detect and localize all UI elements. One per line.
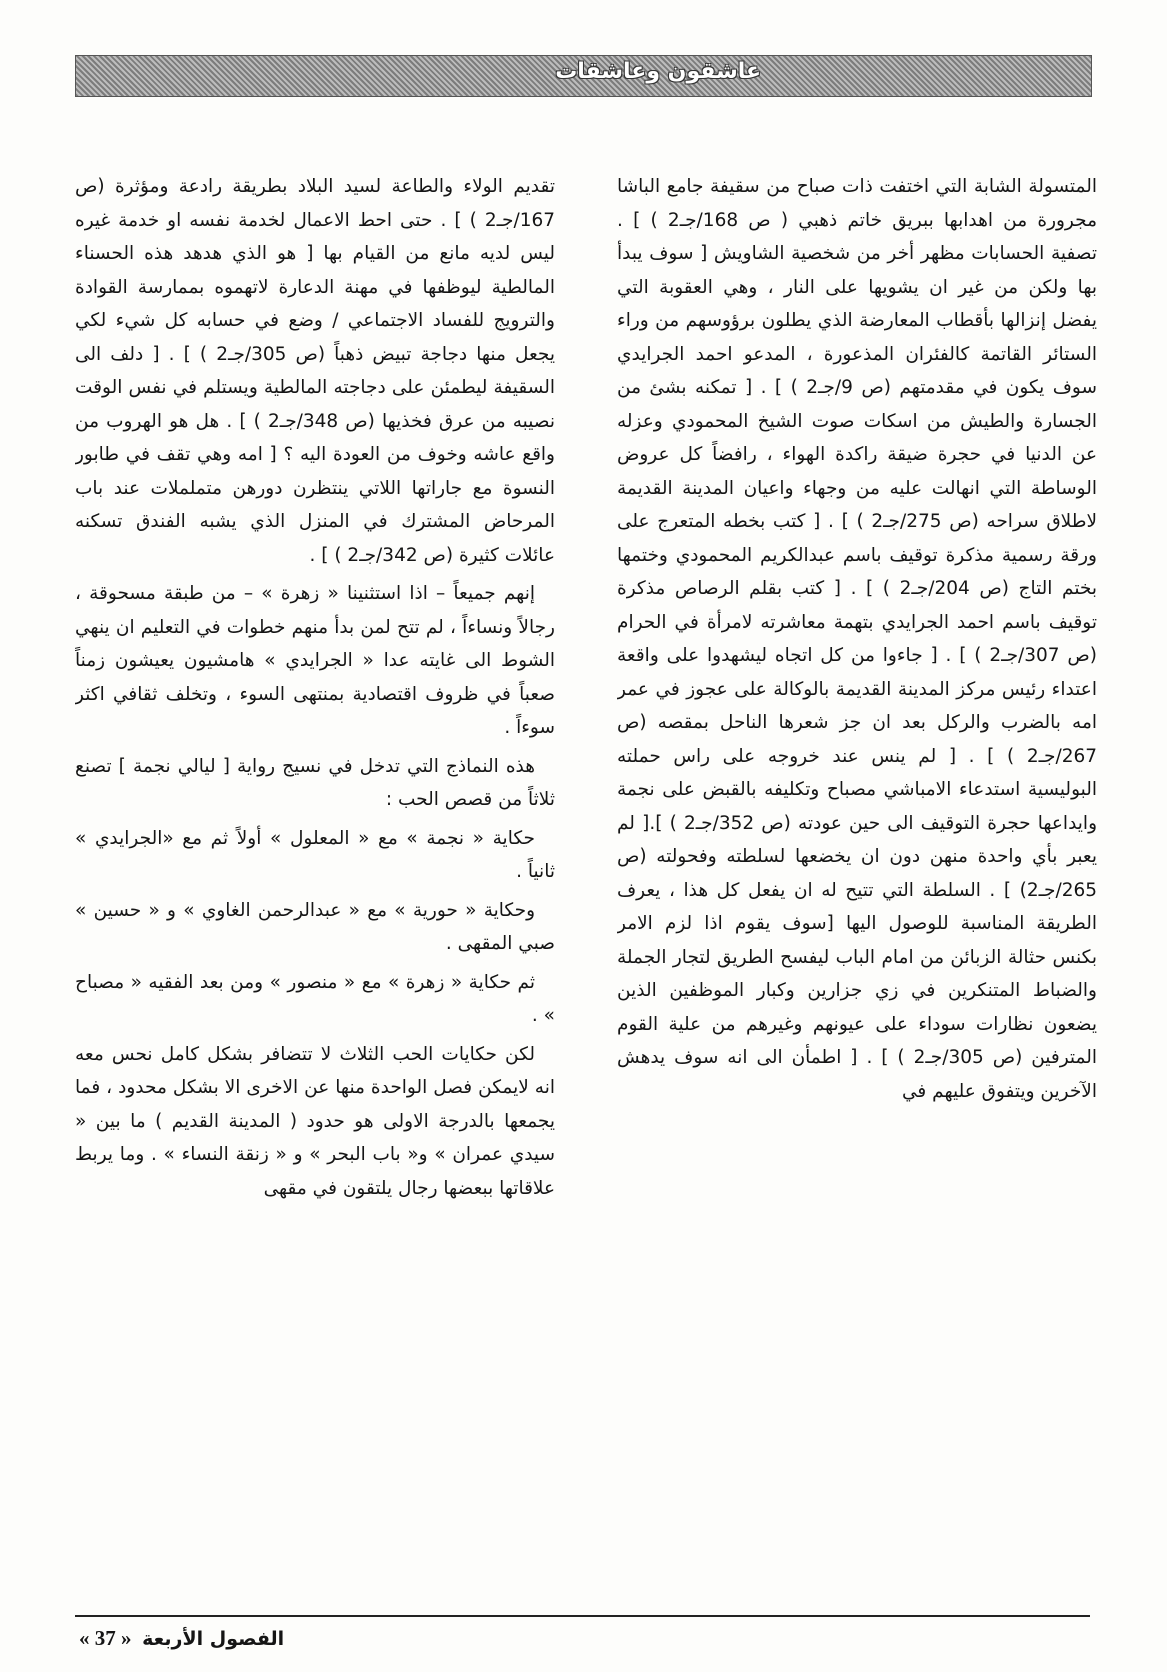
paragraph: حكاية « نجمة » مع « المعلول » أولاً ثم مع «الجرايدي » ثانياً . — [75, 827, 555, 882]
paragraph: هذه النماذج التي تدخل في نسيج رواية [ ليالي نجمة ] تصنع ثلاثاً من قصص الحب : — [75, 755, 555, 810]
text-column-right — [617, 170, 1097, 1590]
paragraph: تقديم الولاء والطاعة لسيد البلاد بطريقة رادعة ومؤثرة (ص 167/جـ2 ) ] . حتى احط الاعمال لخدمة نفسه او خدمة غيره ليس لديه مانع من القيام بها [ هو الذي هدهد هذه الحسناء المالطية ليوظفها في مهنة الدعارة لاتهموه بممارسة القوادة والترويج للفساد الاجتماعي / وضع في حسابه كل شيء لكي يجعل منها دجاجة تبيض ذهباً (ص 305/جـ2 ) ] . [ دلف الى السقيفة ليطمئن على دجاجته المالطية ويستلم في نفس الوقت نصيبه من عرق فخذيها (ص 348/جـ2 ) ] . هل هو الهروب من واقع عاشه وخوف من العودة اليه ؟ [ امه وهي تقف في طابور النسوة مع جاراتها اللاتي ينتظرن دورهن متململات عند باب المرحاض المشترك في المنزل الذي يشبه الفندق تسكنه عائلات كثيرة (ص 342/جـ2 ) ] . — [75, 176, 555, 566]
paragraph: ثم حكاية « زهرة » مع « منصور » ومن بعد الفقيه « مصباح » . — [75, 971, 555, 1026]
text-column-left — [75, 170, 555, 1590]
footer — [75, 1626, 284, 1651]
footer-rule — [75, 1615, 1090, 1617]
running-header-title: عاشقون وعاشقات — [555, 59, 761, 84]
paragraph: إنهم جميعاً – اذا استثنينا « زهرة » – من طبقة مسحوقة ، رجالاً ونساءاً ، لم تتح لمن بدأ منهم خطوات في التعليم ان ينهي الشوط الى غايته عدا « الجرايدي » هامشيون يعيشون زمناً صعباً في ظروف اقتصادية بمنتهى السوء ، وتخلف ثقافي اكثر سوءاً . — [75, 583, 555, 738]
magazine-name: الفصول الأربعة — [142, 1628, 285, 1650]
paragraph: وحكاية « حورية » مع « عبدالرحمن الغاوي » و « حسين » صبي المقهى . — [75, 899, 555, 954]
paragraph: المتسولة الشابة التي اختفت ذات صباح من سقيفة جامع الباشا مجرورة من اهدابها ببريق خاتم ذهبي ( ص 168/جـ2 ) ] . تصفية الحسابات مظهر أخر من شخصية الشاويش [ سوف يبدأ بها ولكن من غير ان يشويها على النار ، وهي العقوبة التي يفضل إنزالها بأقطاب المعارضة الذي يطلون برؤوسهم من وراء الستائر القاتمة كالفئران المذعورة ، المدعو احمد الجرايدي سوف يكون في مقدمتهم (ص 9/جـ2 ) ] . [ تمكنه بشئ من الجسارة والطيش من اسكات صوت الشيخ المحمودي وعزله عن الدنيا في حجرة ضيقة راكدة الهواء ، رافضاً كل عروض الوساطة التي انهالت عليه من وجهاء واعيان المدينة القديمة لاطلاق سراحه (ص 275/جـ2 ) ] . [ كتب بخطه المتعرج على ورقة رسمية مذكرة توقيف باسم عبدالكريم المحمودي وختمها بختم التاج (ص 204/جـ2 ) ] . [ كتب بقلم الرصاص مذكرة توقيف باسم احمد الجرايدي بتهمة معاشرته لامرأة في الحرام (ص 307/جـ2 ) ] . [ جاءوا من كل اتجاه ليشهدوا على واقعة اعتداء رئيس مركز المدينة القديمة بالوكالة على عجوز في عمر امه بالضرب والركل بعد ان جز شعرها الناحل بمقصه (ص 267/جـ2 ) ] . [ لم ينس عند خروجه على راس حملته البوليسية استدعاء الامباشي مصباح وتكليفه بالقبض على نجمة وايداعها حجرة التوقيف الى حين عودته (ص 352/جـ2 ) ].[ لم يعبر بأي واحدة منهن دون ان يخضعها لسلطته وفحولته (ص 265/جـ2) ] . السلطة التي تتيح له ان يفعل كل هذا ، يعرف الطريقة المناسبة للوصول اليها [سوف يقوم اذا لزم الامر بكنس حثالة الزبائن من امام الباب ليفسح الطريق لتجار الجملة والضباط المتنكرين في زي جزارين وكبار الموظفين الذين يضعون نظارات سوداء على عيونهم وغيرهم من علية القوم المترفين (ص 305/جـ2 ) ] . [ اطمأن الى انه سوف يدهش الآخرين ويتفوق عليهم في — [617, 176, 1097, 1102]
running-header-band — [75, 55, 1092, 97]
page-number: « 37 » — [79, 1626, 132, 1650]
paragraph: لكن حكايات الحب الثلاث لا تتضافر بشكل كامل نحس معه انه لايمكن فصل الواحدة منها عن الاخرى الا بشكل محدود ، فما يجمعها بالدرجة الاولى هو حدود ( المدينة القديم ) ما بين « سيدي عمران » و« باب البحر » و « زنقة النساء » . وما يربط علاقاتها ببعضها رجال يلتقون في مقهى — [75, 1043, 555, 1199]
